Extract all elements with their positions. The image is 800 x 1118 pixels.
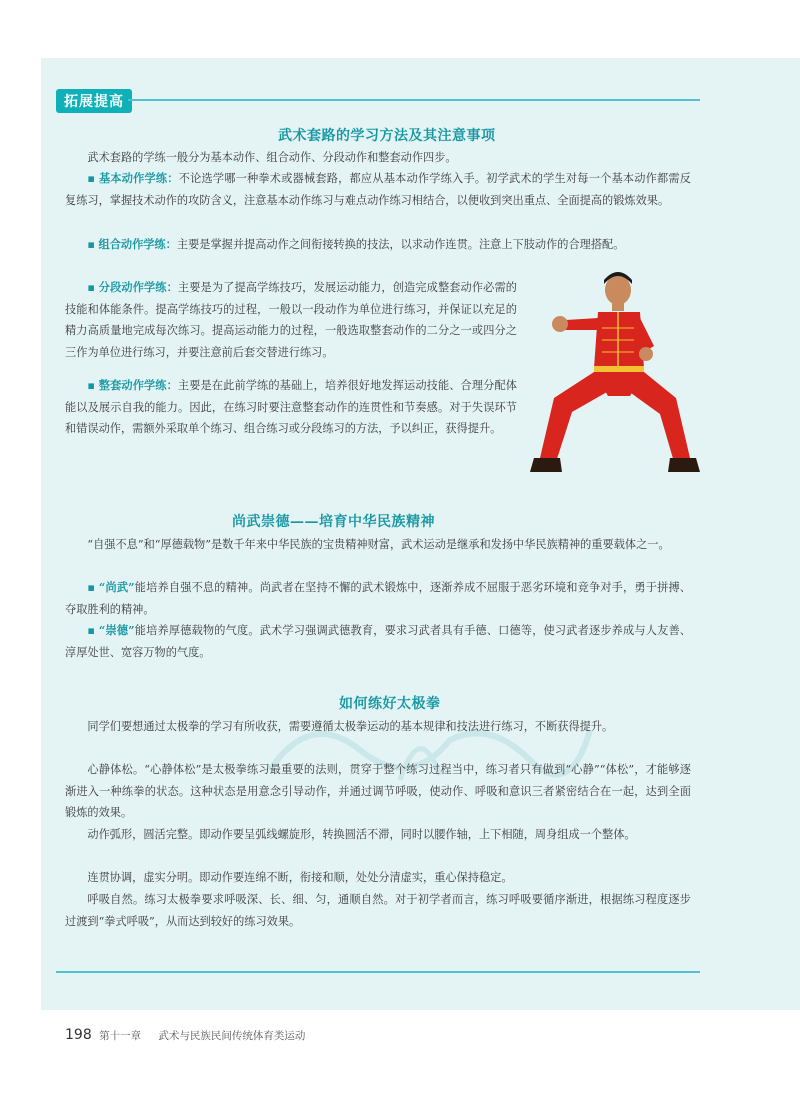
bullet-icon: ▪ <box>87 171 96 185</box>
header-rule <box>128 99 700 101</box>
chapter-title: 武术与民族民间传统体育类运动 <box>158 1030 306 1042</box>
page-footer <box>65 1027 305 1043</box>
chapter-label: 第十一章 <box>99 1030 142 1042</box>
s1-intro: 武术套路的学练一般分为基本动作、组合动作、分段动作和整套动作四步。 <box>87 151 457 164</box>
s1-bullet-combo-label: 组合动作学练： <box>98 237 177 251</box>
s2-bullet-shangwu-label: “尚武” <box>98 580 135 594</box>
s2-bullet-shangwu: ▪ “尚武”能培养自强不息的精神。尚武者在坚持不懈的武术锻炼中，逐渐养成不屈服于恶劣环境和竞争对手，勇于拼搏、夺取胜利的精神。 <box>65 580 691 616</box>
s3-para-1: 同学们要想通过太极拳的学习有所收获，需要遵循太极拳运动的基本规律和技法进行练习，不断获得提升。 <box>87 720 614 733</box>
s1-bullet-full-label: 整套动作学练： <box>98 378 178 392</box>
section-title-routine-methods: 武术套路的学习方法及其注意事项 <box>278 128 496 144</box>
s2-intro: “自强不息”和“厚德载物”是数千年来中华民族的宝贵精神财富，武术运动是继承和发扬中华民族精神的重要载体之一。 <box>87 538 670 551</box>
s3-para-4: 连贯协调，虚实分明。即动作要连绵不断，衔接和顺，处处分清虚实，重心保持稳定。 <box>87 871 513 884</box>
s2-bullet-chongde-label: “崇德” <box>98 623 135 637</box>
section-title-taiji: 如何练好太极拳 <box>339 696 441 712</box>
bullet-icon: ▪ <box>87 623 96 637</box>
s1-bullet-full: ▪ 整套动作学练：主要是在此前学练的基础上，培养很好地发挥运动技能、合理分配体能以及展示自我的能力。因此，在练习时要注意整套动作的连贯性和节奏感。对于失误环节和错误动作，需额外采取单个练习、组合练习或分段练习的方法，予以纠正，获得提升。 <box>65 378 517 436</box>
s2-bullet-chongde: ▪ “崇德”能培养厚德载物的气度。武术学习强调武德教育，要求习武者具有手德、口德等，使习武者逐步养成与人友善、淳厚处世、宽容万物的气度。 <box>65 623 691 659</box>
section-title-national-spirit: 尚武崇德——培育中华民族精神 <box>232 514 435 530</box>
s3-para-3: 动作弧形，圆活完整。即动作要呈弧线螺旋形，转换圆活不滞，同时以腰作轴，上下相随，周身组成一个整体。 <box>87 828 636 841</box>
bullet-icon: ▪ <box>87 237 95 251</box>
page-number: 198 <box>65 1027 92 1043</box>
martial-artist-figure <box>526 268 704 492</box>
bullet-icon: ▪ <box>87 280 96 294</box>
s1-bullet-basic: ▪ 基本动作学练：不论选学哪一种拳术或器械套路，都应从基本动作学练入手。初学武术的学生对每一个基本动作都需反复练习，掌握技术动作的攻防含义，注意基本动作练习与难点动作练习相结合，以便收到突出重点、全面提高的锻炼效果。 <box>65 171 691 207</box>
bullet-icon: ▪ <box>87 580 96 594</box>
s1-bullet-segment-label: 分段动作学练： <box>98 280 178 294</box>
s1-bullet-segment: ▪ 分段动作学练：主要是为了提高学练技巧，发展运动能力，创造完成整套动作必需的技能和体能条件。提高学练技巧的过程，一般以一段动作为单位进行练习，并保证以充足的精力高质量地完成每次练习。提高运动能力的过程，一般选取整套动作的二分之一或四分之三作为单位进行练习，并要注意前后套交替进行练习。 <box>65 280 517 360</box>
footer-rule <box>56 971 700 973</box>
s1-bullet-combo: ▪ 组合动作学练：主要是掌握并提高动作之间衔接转换的技法，以求动作连贯。注意上下肢动作的合理搭配。 <box>87 237 625 251</box>
s1-bullet-basic-label: 基本动作学练： <box>98 171 179 185</box>
s3-para-2: 心静体松。“心静体松”是太极拳练习最重要的法则，贯穿于整个练习过程当中，练习者只有做到“心静”“体松”，才能够逐渐进入一种练拳的状态。这种状态是用意念引导动作，并通过调节呼吸，使动作、呼吸和意识三者紧密结合在一起，达到全面锻炼的效果。 <box>65 763 691 820</box>
section-tag: 拓展提高 <box>56 89 132 113</box>
s3-para-5: 呼吸自然。练习太极拳要求呼吸深、长、细、匀，通顺自然。对于初学者而言，练习呼吸要循序渐进，根据练习程度逐步过渡到“拳式呼吸”，从而达到较好的练习效果。 <box>65 893 691 928</box>
bullet-icon: ▪ <box>87 378 96 392</box>
